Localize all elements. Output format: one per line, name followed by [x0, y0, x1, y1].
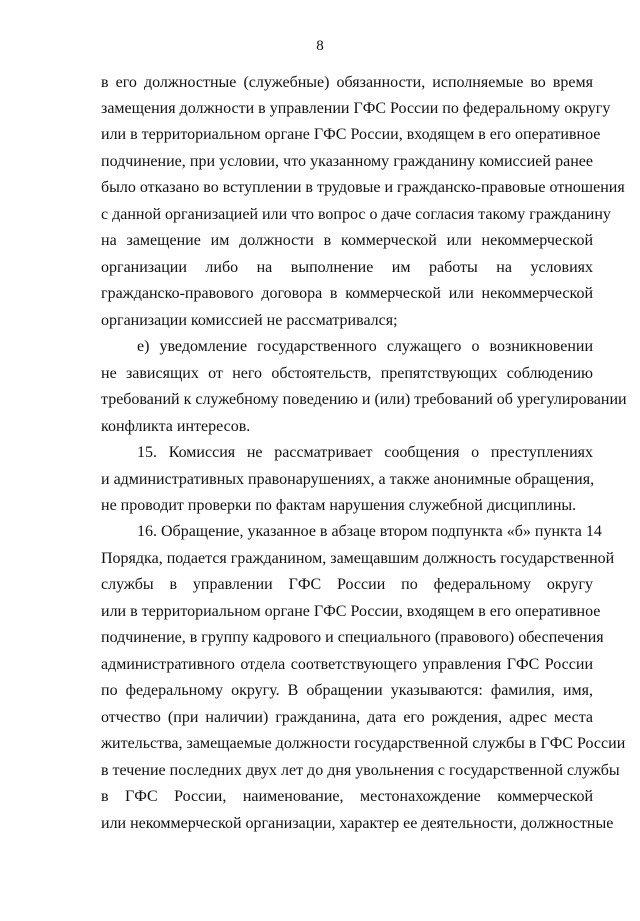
- text-line: не зависящих от него обстоятельств, препятствующих соблюдению: [101, 365, 593, 382]
- text-line: требований к служебному поведению и (или) требований об урегулировании: [101, 391, 627, 408]
- text-line: подчинение, в группу кадрового и специального (правового) обеспечения: [101, 629, 604, 646]
- text-line: административного отдела соответствующего управления ГФС России: [101, 656, 593, 673]
- text-line: службы в управлении ГФС России по федеральному округу: [101, 576, 593, 593]
- text-line: или некоммерческой организации, характер ее деятельности, должностные: [101, 815, 614, 832]
- text-line: не проводит проверки по фактам нарушения служебной дисциплины.: [101, 497, 577, 514]
- text-line: подчинение, при условии, что указанному гражданину комиссией ранее: [101, 153, 593, 170]
- text-line: и административных правонарушениях, а также анонимные обращения,: [101, 471, 595, 488]
- text-line: было отказано во вступлении в трудовые и гражданско-правовые отношения: [101, 179, 625, 196]
- text-line: или в территориальном органе ГФС России, входящем в его оперативное: [101, 603, 601, 620]
- text-line: в течение последних двух лет до дня увольнения с государственной службы: [101, 762, 620, 779]
- text-line: по федеральному округу. В обращении указываются: фамилия, имя,: [101, 682, 593, 699]
- text-line: 15. Комиссия не рассматривает сообщения о преступлениях: [137, 444, 593, 461]
- text-line: с данной организацией или что вопрос о даче согласия такому гражданину: [101, 206, 611, 223]
- text-line: в его должностные (служебные) обязанности, исполняемые во время: [101, 74, 593, 91]
- text-line: гражданско-правового договора в коммерческой или некоммерческой: [101, 285, 593, 302]
- text-line: Порядка, подается гражданином, замещавшим должность государственной: [101, 550, 615, 567]
- text-line: или в территориальном органе ГФС России, входящем в его оперативное: [101, 126, 601, 143]
- text-line: отчество (при наличии) гражданина, дата его рождения, адрес места: [101, 709, 593, 726]
- text-line: е) уведомление государственного служащего о возникновении: [137, 338, 593, 355]
- text-line: конфликта интересов.: [101, 418, 251, 435]
- text-line: 16. Обращение, указанное в абзаце втором подпункта «б» пункта 14: [137, 523, 602, 540]
- text-line: организации либо на выполнение им работы на условиях: [101, 259, 593, 276]
- text-line: организации комиссией не рассматривался;: [101, 312, 398, 329]
- text-line: замещения должности в управлении ГФС России по федеральному округу: [101, 100, 611, 117]
- text-line: на замещение им должности в коммерческой или некоммерческой: [101, 232, 593, 249]
- text-line: в ГФС России, наименование, местонахождение коммерческой: [101, 788, 593, 805]
- page-number: 8: [316, 38, 324, 54]
- text-line: жительства, замещаемые должности государственной службы в ГФС России: [101, 735, 626, 752]
